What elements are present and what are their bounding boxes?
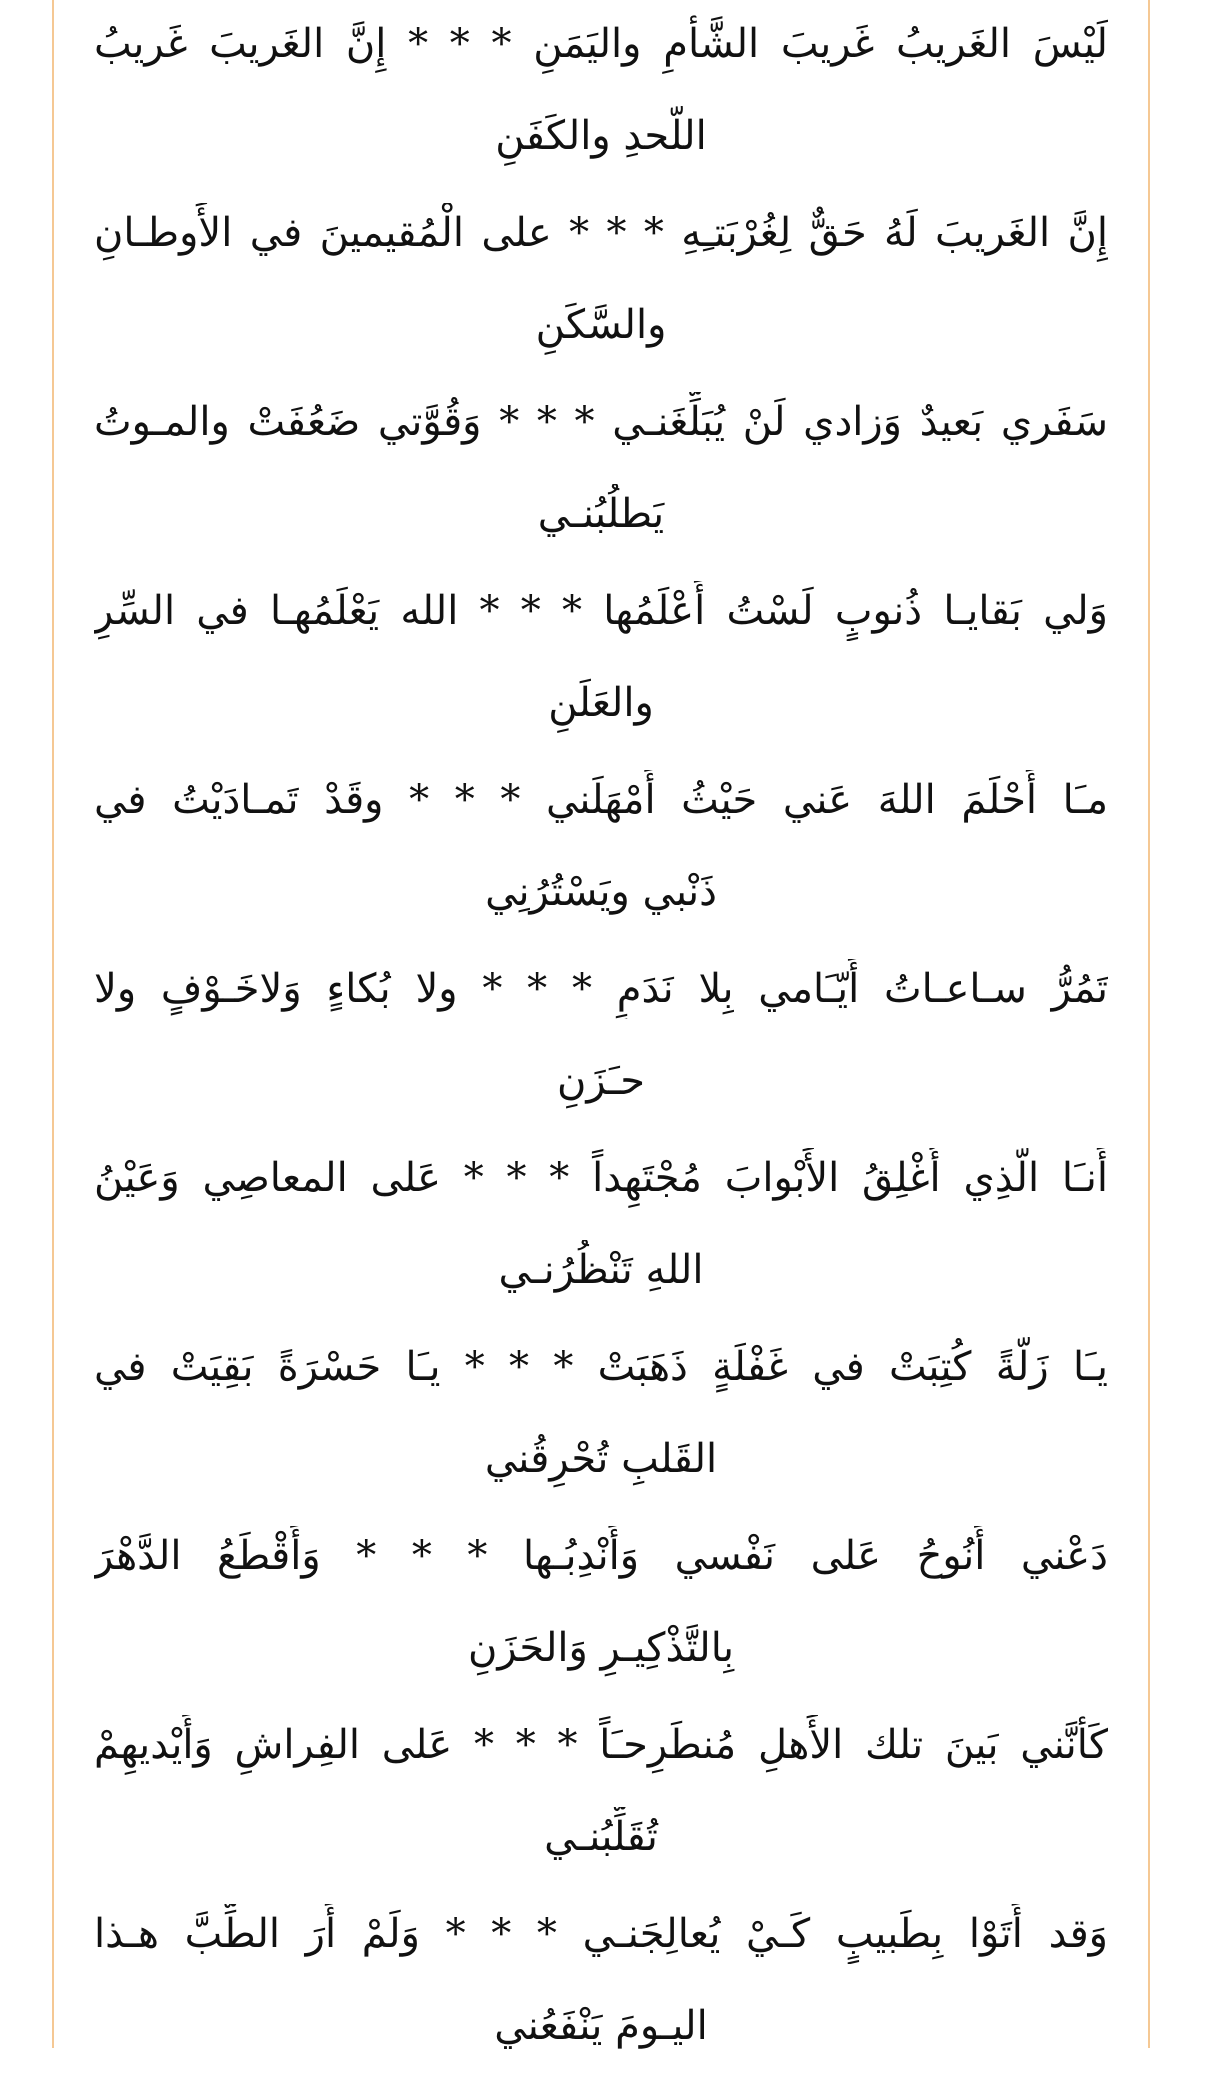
verse-1 [54,14,1148,203]
verse-line: إِنَّ الغَريبَ لَهُ حَقٌّ لِغُرْبَتـِهِ * * * على الْمُقيمينَ في الأَوطـانِ [94,210,1108,256]
verse-line: تَمُرُّ سـاعـاتُ أَيّـَامي بِلا نَدَمٍ * * * ولا بُكاءٍ وَلاخَـوْفٍ ولا [94,966,1108,1012]
verse-continuation: يَطلُبُنـي [537,491,665,537]
verse-5 [54,770,1148,959]
verse-line: مـَا أَحْلَمَ اللهَ عَني حَيْثُ أَمْهَلَني * * * وقَدْ تَمـادَيْتُ في [94,777,1108,823]
verse-10 [54,1715,1148,1904]
verse-11 [54,1904,1148,2093]
verse-line: أَنـَا الَّذِي أُغْلِقُ الأَبْوابَ مُجْتَهِداً * * * عَلى المعاصِي وَعَيْنُ [94,1155,1108,1201]
verse-continuation: بِالتَّذْكِيـرِ وَالحَزَنِ [467,1625,735,1671]
verse-continuation: اليـومَ يَنْفَعُني [494,2003,708,2049]
verse-continuation: اللَّحدِ والكَفَنِ [495,113,707,159]
verse-line: يـَا زَلَّةً كُتِبَتْ في غَفْلَةٍ ذَهَبَتْ * * * يـَا حَسْرَةً بَقِيَتْ في [94,1344,1108,1390]
verse-7 [54,1148,1148,1337]
verse-6 [54,959,1148,1148]
verse-line: لَيْسَ الغَريبُ غَريبَ الشَّأمِ واليَمَنِ * * * إِنَّ الغَريبَ غَريبُ [94,21,1108,67]
verse-8 [54,1337,1148,1526]
verse-line: دَعْني أَنُوحُ عَلى نَفْسي وَأَنْدِبُـها * * * وَأَقْطَعُ الدَّهْرَ [94,1533,1108,1579]
verse-4 [54,581,1148,770]
verse-line: سَفَري بَعيدٌ وَزادي لَنْ يُبَلِّغَنـي * * * وَقُوَّتي ضَعُفَتْ والمـوتُ [94,399,1108,445]
verse-line: وَلي بَقايـا ذُنوبٍ لَسْتُ أَعْلَمُها * * * الله يَعْلَمُهـا في السِّرِ [94,588,1108,634]
poem-body [54,0,1148,2048]
verse-9 [54,1526,1148,1715]
verse-2 [54,203,1148,392]
verse-continuation: حـَزَنِ [557,1058,645,1104]
verse-continuation: اللهِ تَنْظُرُنـي [498,1247,704,1293]
verse-continuation: ذَنْبي ويَسْتُرُنِي [485,869,717,915]
verse-3 [54,392,1148,581]
verse-continuation: تُقَلِّبُنـي [544,1814,658,1860]
verse-continuation: والسَّكَنِ [535,302,667,348]
verse-continuation: القَلبِ تُحْرِقُني [484,1436,718,1482]
verse-continuation: والعَلَنِ [548,680,654,726]
verse-line: وَقد أَتَوْا بِطَبيبٍ كَـيْ يُعالِجَنـي * * * وَلَمْ أَرَ الطِّبَّ هـذا [94,1911,1108,1957]
right-page-border [1148,0,1150,2048]
verse-line: كَأَنَّني بَينَ تلك الأَهلِ مُنطَرِحـَاً * * * عَلى الفِراشِ وَأَيْديهِمْ [94,1722,1108,1768]
